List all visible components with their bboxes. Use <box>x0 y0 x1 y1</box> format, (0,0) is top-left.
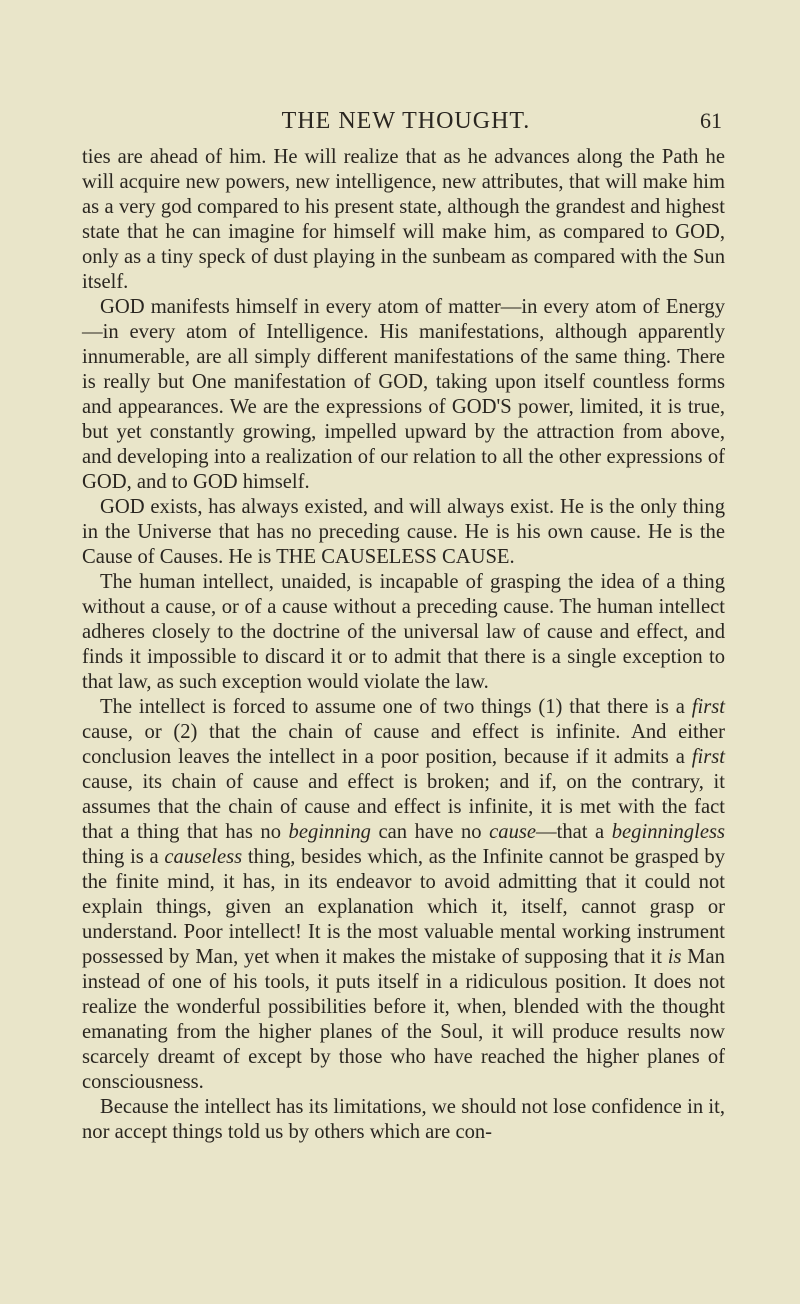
text-run: ties are ahead of him. He will realize that as he advances along the Path he will acquire new powers, new intelligence, new attributes, that will make him as a very god compared to his present state, although the grandest and highest state that he can imagine for himself will make him, as compared to GOD, only as a tiny speck of dust playing in the sunbeam as compared with the Sun itself. <box>82 146 725 293</box>
italic-text: beginningless <box>611 821 725 843</box>
text-run: Man instead of one of his tools, it puts itself in a ridiculous position. It does not realize the wonderful possibilities before it, when, blended with the thought emanating from the higher planes of the Soul, it will produce results now scarcely dreamt of except by those who have reached the higher planes of consciousness. <box>82 946 725 1093</box>
italic-text: causeless <box>164 846 243 868</box>
text-run: can have no <box>370 821 490 843</box>
running-title: THE NEW THOUGHT. <box>281 108 531 134</box>
text-run: The human intellect, unaided, is incapable of grasping the idea of a thing without a cause, or of a cause without a preceding cause. The human intellect adheres closely to the doctrine of the universal law of cause and effect, and finds it impossible to discard it or to admit that there is a single exception to that law, as such exception would violate the law. <box>82 571 725 693</box>
text-run: The intellect is forced to assume one of two things (1) that there is a <box>100 696 692 718</box>
text-run: thing is a <box>82 846 165 868</box>
italic-text: first <box>691 746 725 768</box>
italic-text: first <box>691 696 725 718</box>
page-number: 61 <box>700 108 722 133</box>
text-run: GOD exists, has always existed, and will always exist. He is the only thing in the Universe that has no preceding cause. He is his own cause. He is the Cause of Causes. He is THE CAUSELESS CAUSE. <box>82 496 725 568</box>
paragraph <box>82 695 725 1095</box>
paragraph <box>82 495 725 570</box>
italic-text: beginning <box>288 821 371 843</box>
text-run: —that a <box>536 821 612 843</box>
text-run: cause, its chain of cause and effect is broken; and if, on the contrary, it assumes that the chain of cause and effect is infinite, it is met with the fact that a thing that has no <box>82 771 725 843</box>
running-head <box>90 106 722 136</box>
text-run: GOD manifests himself in every atom of matter—in every atom of Energy—in every atom of Intelligence. His manifestations, although apparently innumerable, are all simply different manifestations of the same thing. There is really but One manifestation of GOD, taking upon itself countless forms and appearances. We are the expressions of GOD'S power, limited, it is true, but yet constantly growing, impelled upward by the attraction from above, and developing into a realization of our relation to all the other expressions of GOD, and to GOD himself. <box>82 296 725 493</box>
paragraph <box>82 570 725 695</box>
body-text <box>82 145 725 1145</box>
italic-text: cause <box>489 821 537 843</box>
italic-text: is <box>667 946 682 968</box>
text-run: thing, besides which, as the Infinite cannot be grasped by the finite mind, it has, in its endeavor to avoid admitting that it could not explain things, given an explanation which it, itself, cannot grasp or understand. Poor intellect! It is the most valuable mental working instrument possessed by Man, yet when it makes the mistake of supposing that it <box>82 846 726 968</box>
text-run: cause, or (2) that the chain of cause and effect is infinite. And either conclusion leaves the intellect in a poor position, because if it admits a <box>82 721 725 768</box>
paragraph <box>82 145 725 295</box>
paragraph <box>82 295 725 495</box>
text-run: Because the intellect has its limitations, we should not lose confidence in it, nor accept things told us by others which are con- <box>82 1096 725 1143</box>
paragraph <box>82 1095 725 1145</box>
